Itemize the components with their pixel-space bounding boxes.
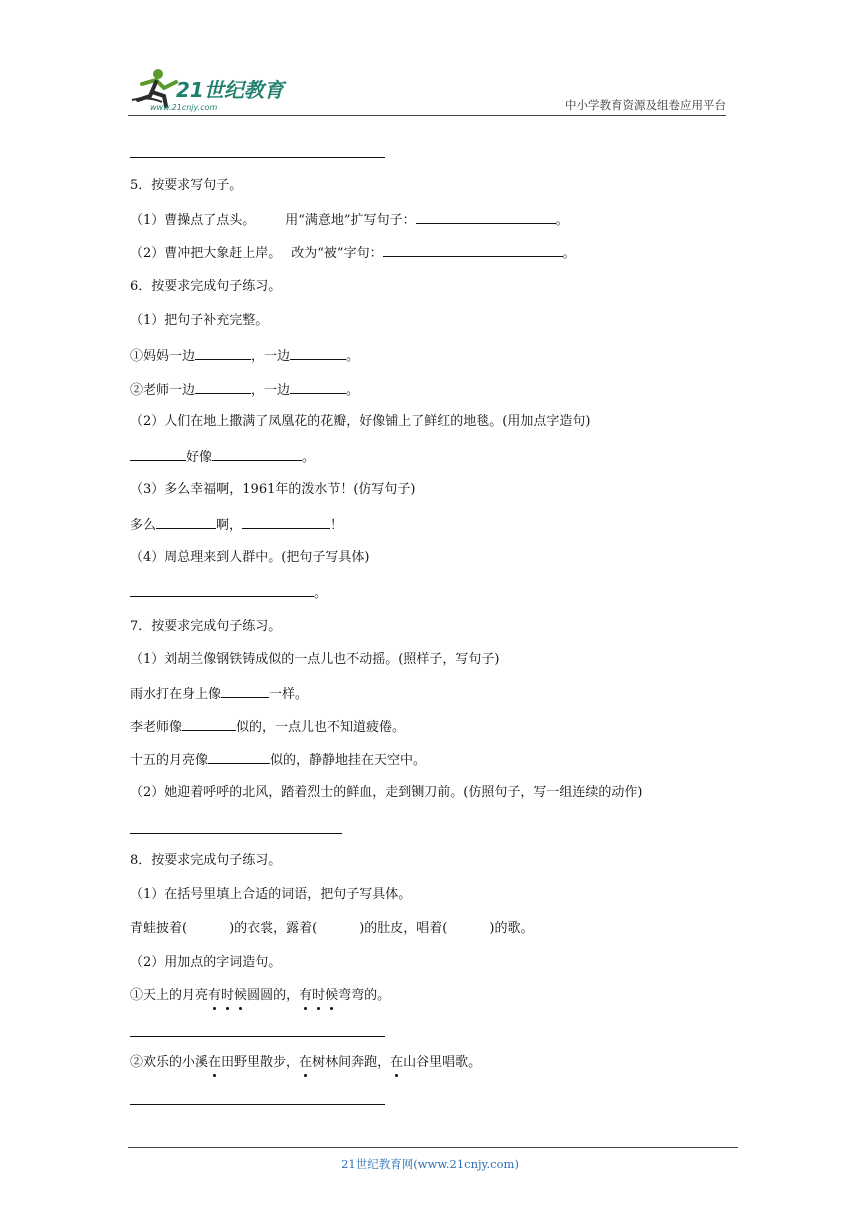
dotted-word: 在 <box>208 1055 222 1070</box>
question-7-part-1: （1）刘胡兰像钢铁铸成似的一点儿也不动摇。(照样子，写句子) <box>130 652 500 667</box>
text: 好像 <box>186 450 213 465</box>
answer-blank[interactable] <box>130 448 186 461</box>
instruction: 用“满意地”扩写句子： <box>285 213 416 228</box>
question-8-title: 8．按要求完成句子练习。 <box>130 853 282 868</box>
dotted-word: 有时候 <box>299 988 339 1003</box>
punct: ！ <box>330 518 344 533</box>
text: ②欢乐的小溪 <box>130 1055 209 1070</box>
question-6-fill-2 <box>130 381 359 399</box>
answer-blank[interactable] <box>416 211 556 224</box>
question-6-part-4: （4）周总理来到人群中。(把句子写具体) <box>130 550 370 565</box>
punct: 。 <box>314 586 328 601</box>
answer-blank[interactable] <box>195 381 251 394</box>
logo-21cnjy <box>128 66 298 112</box>
answer-blank[interactable] <box>242 516 330 529</box>
answer-blank[interactable] <box>130 584 314 597</box>
sentence: （1）曹操点了点头。 <box>130 213 256 228</box>
question-6-fill-3 <box>130 448 315 466</box>
text: 啊， <box>216 518 243 533</box>
text: ①妈妈一边 <box>130 349 196 364</box>
question-8-sentence-2 <box>130 1055 481 1071</box>
sentence: （2）曹冲把大象赶上岸。 <box>130 246 282 261</box>
text: )的肚皮，唱着( <box>359 921 448 936</box>
answer-blank[interactable] <box>156 516 216 529</box>
question-7-fill-3 <box>130 751 426 769</box>
footer-divider <box>128 1147 738 1148</box>
answer-blank[interactable] <box>182 718 236 731</box>
question-7-title: 7．按要求完成句子练习。 <box>130 619 282 634</box>
question-8-part-2: （2）用加点的字词造句。 <box>130 955 282 970</box>
answer-blank[interactable] <box>195 347 251 360</box>
punct: 。 <box>302 450 316 465</box>
question-6-title: 6．按要求完成句子练习。 <box>130 279 282 294</box>
text: ，一边 <box>251 383 291 398</box>
text: 多么 <box>130 518 157 533</box>
answer-blank[interactable] <box>221 685 269 698</box>
question-8-fill-1 <box>130 921 533 937</box>
question-8-part-1: （1）在括号里填上合适的词语，把句子写具体。 <box>130 887 412 902</box>
text: 山谷里唱歌。 <box>403 1055 482 1070</box>
page-header <box>128 66 726 116</box>
question-7-fill-1 <box>130 685 308 703</box>
text: )的衣裳，露着( <box>229 921 318 936</box>
question-5-title: 5．按要求写句子。 <box>130 178 243 193</box>
text: ，一边 <box>251 349 291 364</box>
footer-text[interactable]: 21世纪教育网(www.21cnjy.com) <box>341 1157 519 1171</box>
question-7-part-2: （2）她迎着呼呼的北风，踏着烈士的鲜血，走到铡刀前。(仿照句子，写一组连续的动作) <box>130 785 643 800</box>
runner-icon <box>132 69 176 106</box>
dotted-word: 在 <box>299 1055 313 1070</box>
dotted-word: 有时候 <box>208 988 248 1003</box>
question-6-part-1: （1）把句子补充完整。 <box>130 313 269 328</box>
text: 一样。 <box>269 687 309 702</box>
text: )的歌。 <box>489 921 534 936</box>
dotted-word: 在 <box>390 1055 404 1070</box>
text: 雨水打在身上像 <box>130 687 222 702</box>
text: 圆圆的， <box>247 988 300 1003</box>
answer-blank[interactable] <box>383 244 563 257</box>
logo-text: 21世纪教育 <box>176 78 284 102</box>
platform-name: 中小学教育资源及组卷应用平台 <box>565 98 726 112</box>
text: ②老师一边 <box>130 383 196 398</box>
text: ①天上的月亮 <box>130 988 209 1003</box>
answer-line[interactable] <box>130 833 342 834</box>
question-6-fill-1 <box>130 347 359 365</box>
answer-line[interactable] <box>130 1036 385 1037</box>
text: 树林间奔跑， <box>312 1055 391 1070</box>
instruction: 改为“被”字句： <box>291 246 383 261</box>
punct: 。 <box>562 246 576 261</box>
question-6-part-2: （2）人们在地上撒满了凤凰花的花瓣，好像铺上了鲜红的地毯。(用加点字造句) <box>130 414 591 429</box>
answer-line[interactable] <box>130 1104 385 1105</box>
text: 似的，静静地挂在天空中。 <box>270 753 427 768</box>
text: 似的，一点儿也不知道疲倦。 <box>236 720 406 735</box>
question-6-fill-5 <box>130 584 327 602</box>
question-5-part-1 <box>130 211 569 229</box>
answer-line <box>130 157 385 158</box>
text: 青蛙披着( <box>130 921 188 936</box>
punct: 。 <box>346 383 360 398</box>
text: 李老师像 <box>130 720 183 735</box>
question-6-fill-4 <box>130 516 343 534</box>
punct: 。 <box>346 349 360 364</box>
header-divider <box>128 115 726 116</box>
text: 十五的月亮像 <box>130 753 209 768</box>
punct: 。 <box>555 213 569 228</box>
text: 田野里散步， <box>221 1055 300 1070</box>
text: 弯弯的。 <box>338 988 391 1003</box>
answer-blank[interactable] <box>208 751 270 764</box>
logo-url: www.21cnjy.com <box>150 103 218 112</box>
question-7-fill-2 <box>130 718 405 736</box>
answer-blank[interactable] <box>290 381 346 394</box>
question-8-sentence-1 <box>130 988 390 1004</box>
question-6-part-3: （3）多么幸福啊，1961年的泼水节！(仿写句子) <box>130 482 416 497</box>
question-5-part-2 <box>130 244 576 262</box>
answer-blank[interactable] <box>290 347 346 360</box>
answer-blank[interactable] <box>212 448 302 461</box>
